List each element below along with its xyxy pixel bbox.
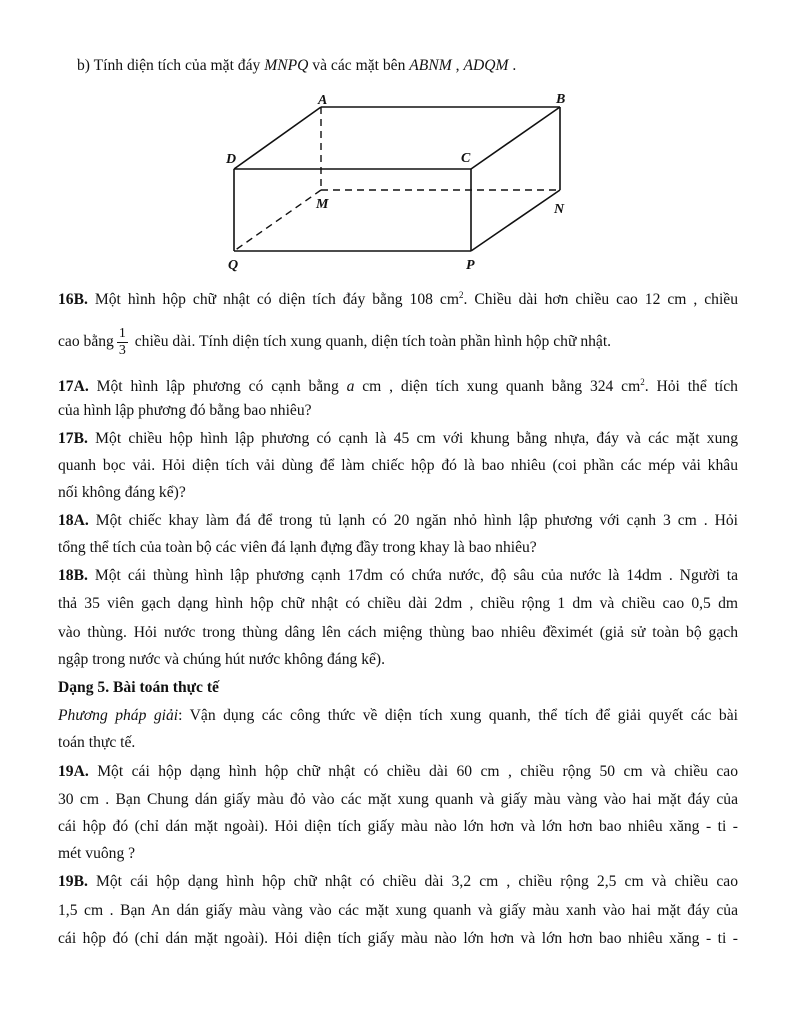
- problem-17b-line1: 17B. Một chiều hộp hình lập phương có cạnh là 45 cm với khung bằng nhựa, đáy và các mặt xung: [58, 430, 738, 447]
- problem-16b-line1: 16B. Một hình hộp chữ nhật có diện tích đáy bằng 108 $cm^2$. Chiều dài hơn chiều cao 12 cm , chiều: [58, 289, 739, 308]
- label-D: D: [226, 152, 237, 167]
- problem-19a-line1: 19A. Một cái hộp dạng hình hộp chữ nhật có chiều dài 60 cm , chiều rộng 50 cm và chiều cao: [58, 763, 738, 780]
- label-B: B: [556, 92, 566, 107]
- problem-18a-line1: 18A. Một chiếc khay làm đá để trong tủ lạnh có 20 ngăn nhỏ hình lập phương với cạnh 3 cm . Hỏi: [58, 512, 738, 529]
- label-C: C: [461, 151, 471, 166]
- fraction-one-third: $\frac{1}{3}$: [118, 326, 126, 358]
- label-Q: Q: [228, 258, 239, 273]
- problem-17a-line2: của hình lập phương đó bằng bao nhiêu?: [58, 402, 312, 419]
- edge-AD: [234, 107, 321, 169]
- label-N: N: [554, 202, 565, 217]
- label-M: M: [316, 197, 329, 212]
- part-b-question: b) Tính diện tích của mặt đáy MNPQ và các mặt bên ABNM , ADQM .: [77, 57, 517, 74]
- label-A: A: [318, 93, 328, 108]
- problem-18a-line2: tổng thể tích của toàn bộ các viên đá lạnh đựng đầy trong khay là bao nhiêu?: [58, 539, 537, 556]
- problem-19b-line1: 19B. Một cái hộp dạng hình hộp chữ nhật có chiều dài 3,2 cm , chiều rộng 2,5 cm và chiều cao: [58, 873, 738, 890]
- problem-19b-line3: cái hộp đó (chỉ dán mặt ngoài). Hỏi diện tích giấy màu nào lớn hơn và lớn hơn bao nhiêu xăng - ti -: [58, 930, 738, 947]
- edge-PN: [471, 190, 560, 251]
- problem-19b-line2: 1,5 cm . Bạn An dán giấy màu vàng vào các mặt xung quanh và giấy màu xanh vào hai mặt đáy của: [58, 902, 738, 919]
- problem-17a-line1: 17A. Một hình lập phương có cạnh bằng a cm , diện tích xung quanh bằng 324 $cm^2$. Hỏi thể tích: [58, 376, 738, 395]
- edge-BC: [471, 107, 560, 169]
- problem-16b-line2: cao bằng $\frac{1}{3}$ chiều dài. Tính diện tích xung quanh, diện tích toàn phần hình hộp chữ nhật.: [58, 326, 612, 358]
- problem-19a-line3: cái hộp đó (chỉ dán mặt ngoài). Hỏi diện tích giấy màu nào lớn hơn và lớn hơn bao nhiêu xăng - ti -: [58, 818, 738, 835]
- problem-17b-line2: quanh bọc vải. Hỏi diện tích vải dùng để làm chiếc hộp đó là bao nhiêu (coi phần các mép vải khâu: [58, 457, 738, 474]
- problem-18b-line4: ngập trong nước và chúng hút nước không đáng kể).: [58, 651, 386, 668]
- label-P: P: [466, 258, 475, 273]
- method-line1: Phương pháp giải: Vận dụng các công thức về diện tích xung quanh, thể tích để giải quyết các bài: [58, 707, 738, 724]
- problem-19a-line4: mét vuông ?: [58, 845, 136, 862]
- problem-18b-line3: vào thùng. Hỏi nước trong thùng dâng lên cách miệng thùng bao nhiêu đềximét (giả sử toàn bộ gạch: [58, 624, 738, 641]
- method-line2: toán thực tế.: [58, 734, 136, 751]
- problem-17b-line3: nối không đáng kể)?: [58, 484, 186, 501]
- section-title-dang5: Dạng 5. Bài toán thực tế: [58, 679, 219, 696]
- problem-18b-line2: thả 35 viên gạch dạng hình hộp chữ nhật có chiều dài 2dm , chiều rộng 1 dm và chiều cao 0,5 dm: [58, 595, 738, 612]
- problem-18b-line1: 18B. Một cái thùng hình lập phương cạnh 17dm có chứa nước, độ sâu của nước là 14dm . Người ta: [58, 567, 738, 584]
- edge-MQ-hidden: [234, 190, 321, 251]
- rectangular-box-figure: [220, 85, 580, 280]
- problem-19a-line2: 30 cm . Bạn Chung dán giấy màu đỏ vào các mặt xung quanh và giấy màu vàng vào hai mặt đáy của: [58, 791, 738, 808]
